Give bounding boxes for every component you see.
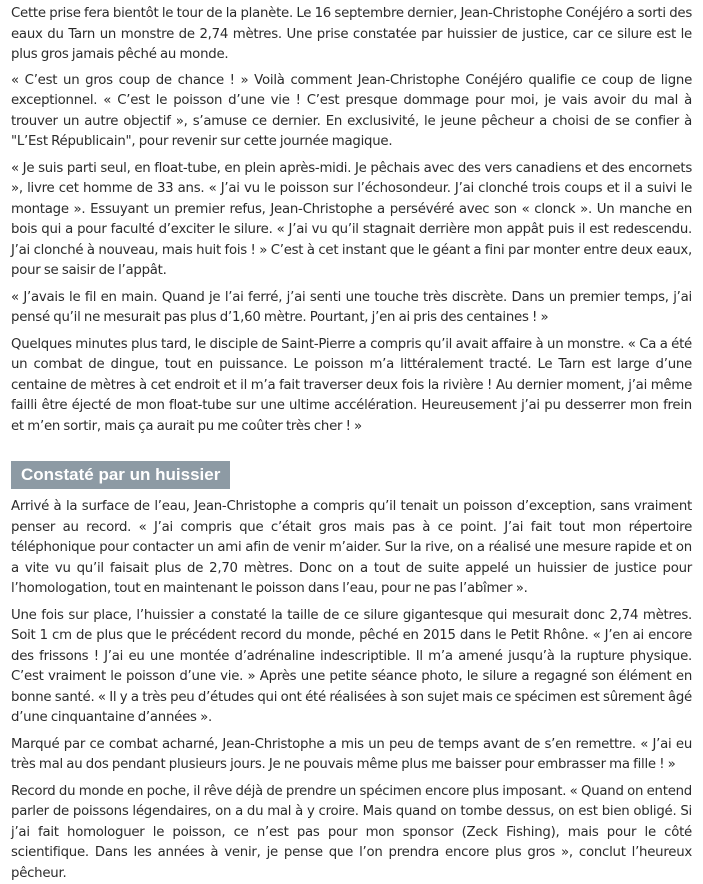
article-paragraph: « Je suis parti seul, en float-tube, en plein après-midi. Je pêchais avec des vers canadiens et des encornets », livre cet homme de 33 ans. « J’ai vu le poisson sur l’échosondeur. J’ai clonché trois coups et il a suivi le montage ». Essuyant un premier refus, Jean-Christophe a persévéré avec son « clonck ». Un manche en bois qui a pour faculté d’exciter le silure. « J’ai vu qu’il stagnait derrière mon appât puis il est redescendu. J’ai clonché à nouveau, mais huit fois ! » C’est à cet instant que le géant a fini par monter entre deux eaux, pour se saisir de l’appât. [11,159,692,282]
article-paragraph: Record du monde en poche, il rêve déjà de prendre un spécimen encore plus imposant. « Quand on entend parler de poissons légendaires, on a du mal à y croire. Mais quand on tombe dessus, on est bien obligé. Si j’ai fait homologuer le poisson, ce n’est pas pour mon sponsor (Zeck Fishing), mais pour le côté scientifique. Dans les années à venir, je pense que l’on prendra encore plus gros », conclut l’heureux pêcheur. [11,782,692,884]
article-huissier-section [11,497,692,884]
article-intro-section [11,4,692,437]
article-paragraph: « J’avais le fil en main. Quand je l’ai ferré, j’ai senti une touche très discrète. Dans un premier temps, j’ai pensé qu’il ne mesurait pas plus d’1,60 mètre. Pourtant, j’en ai pris des centaines ! » [11,288,692,329]
article-paragraph: Arrivé à la surface de l’eau, Jean-Christophe a compris qu’il tenait un poisson d’exception, sans vraiment penser au record. « J’ai compris que c’était gros mais pas à ce point. J’ai fait tout mon répertoire téléphonique pour contacter un ami afin de venir m’aider. Sur la rive, on a réalisé une mesure rapide et on a vite vu qu’il faisait plus de 2,70 mètres. Donc on a tout de suite appelé un huissier de justice pour l’homologation, tout en maintenant le poisson dans l’eau, pour ne pas l’abîmer ». [11,497,692,600]
article-paragraph: Cette prise fera bientôt le tour de la planète. Le 16 septembre dernier, Jean-Christophe Conéjéro a sorti des eaux du Tarn un monstre de 2,74 mètres. Une prise constatée par huissier de justice, car ce silure est le plus gros jamais pêché au monde. [11,4,692,66]
article-paragraph: Une fois sur place, l’huissier a constaté la taille de ce silure gigantesque qui mesurait donc 2,74 mètres. Soit 1 cm de plus que le précédent record du monde, pêché en 2015 dans le Petit Rhône. « J’en ai encore des frissons ! J’ai eu une montée d’adrénaline indescriptible. Il m’a amené jusqu’à la rupture physique. C’est vraiment le poisson d’une vie. » Après une petite séance photo, le silure a regagné son élément en bonne santé. « Il y a très peu d’études qui ont été réalisées à son sujet mais ce spécimen est sûrement âgé d’une cinquantaine d’années ». [11,606,692,729]
article-paragraph: Quelques minutes plus tard, le disciple de Saint-Pierre a compris qu’il avait affaire à un monstre. « Ca a été un combat de dingue, tout en puissance. Le poisson m’a littéralement tracté. Le Tarn est large d’une centaine de mètres à cet endroit et il m’a fait traverser deux fois la rivière ! Au dernier moment, j’ai même failli être éjecté de mon float-tube sur une ultime accélération. Heureusement j’ai pu desserrer mon frein et m’en sortir, mais ça aurait pu me coûter très cher ! » [11,335,692,438]
article-paragraph: Marqué par ce combat acharné, Jean-Christophe a mis un peu de temps avant de s’en remettre. « J’ai eu très mal au dos pendant plusieurs jours. Je ne pouvais même plus me baisser pour embrasser ma fille ! » [11,735,692,776]
section-heading: Constaté par un huissier [11,461,230,489]
article-paragraph: « C’est un gros coup de chance ! » Voilà comment Jean-Christophe Conéjéro qualifie ce coup de ligne exceptionnel. « C’est le poisson d’une vie ! C’est presque dommage pour moi, je vais avoir du mal à trouver un autre objectif », s’amuse ce dernier. En exclusivité, le jeune pêcheur a choisi de se confier à "L’Est Républicain", pour revenir sur cette journée magique. [11,71,692,153]
